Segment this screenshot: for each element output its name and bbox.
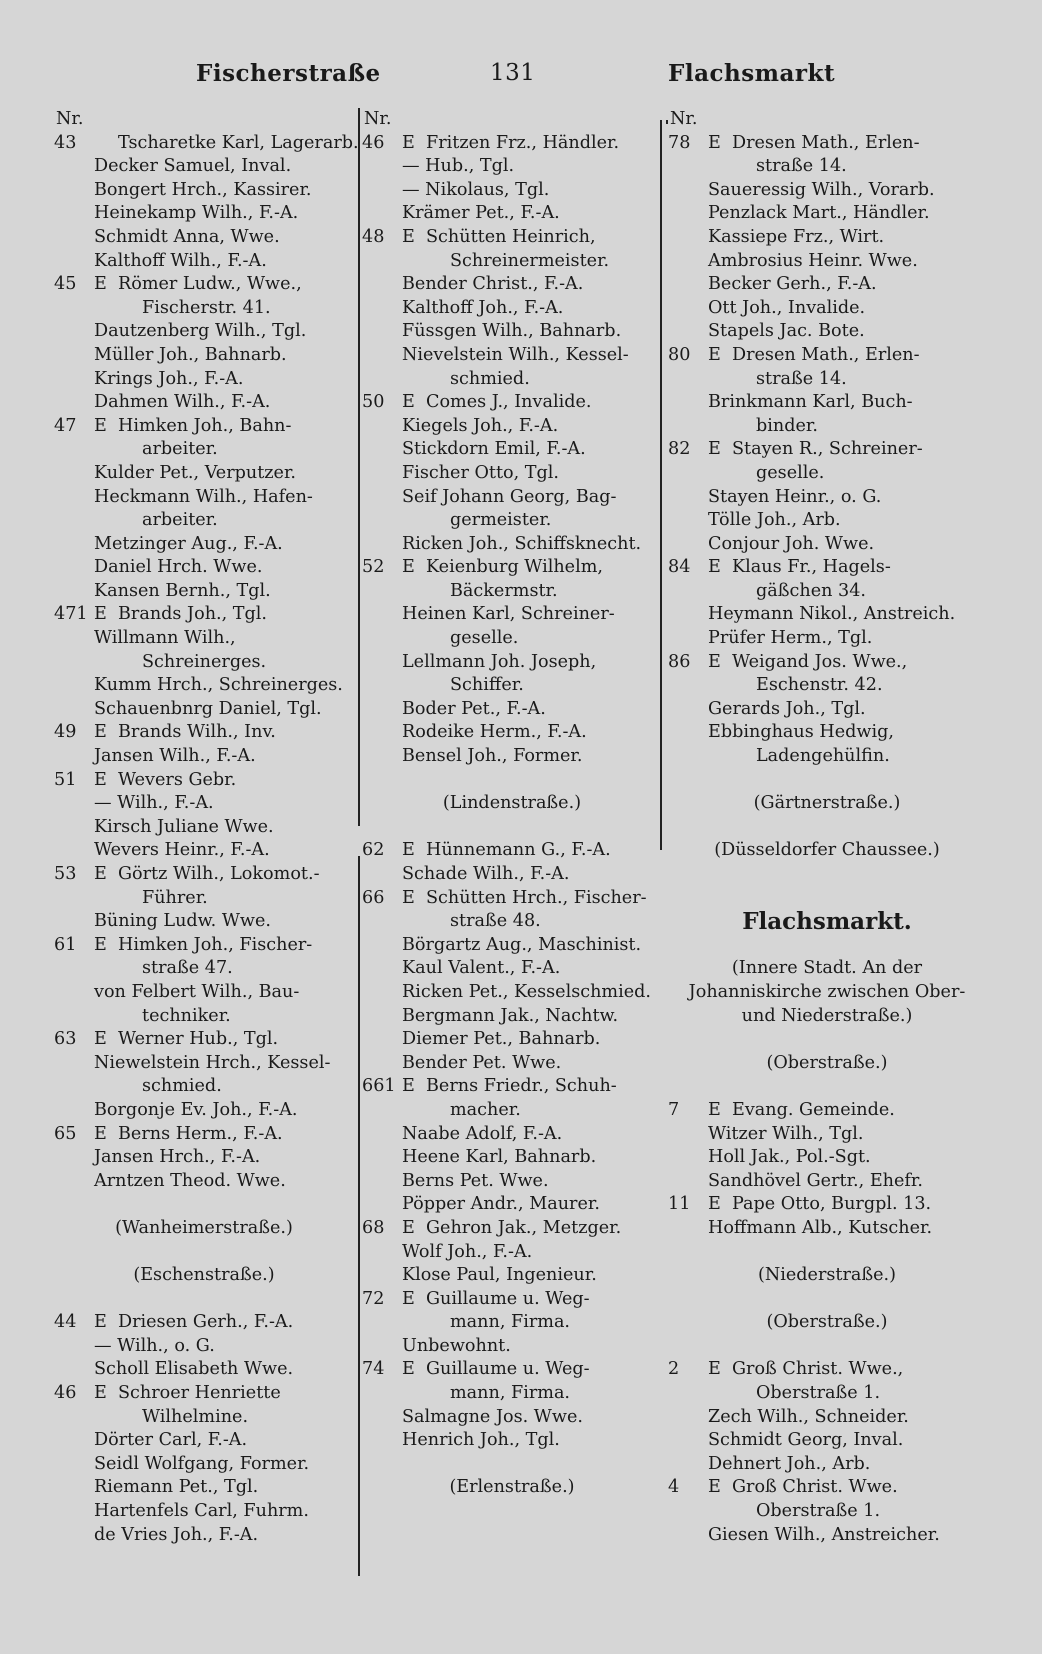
house-number: 11 (668, 1194, 691, 1215)
house-entry (668, 651, 986, 675)
house-entry (362, 391, 662, 415)
continuation-line: straße 14. (756, 368, 847, 389)
resident-name: Holl Jak., Pol.-Sgt. (708, 1147, 871, 1168)
resident-name: Evang. Gemeinde. (732, 1099, 895, 1120)
resident-name: Arntzen Theod. Wwe. (94, 1170, 286, 1191)
owner-marker: E (708, 651, 721, 672)
blank-line (54, 1241, 354, 1265)
resident-name: Penzlack Mart., Händler. (708, 203, 930, 224)
resident-name: Guillaume u. Weg- (426, 1359, 590, 1380)
house-entry (54, 273, 354, 297)
column-middle (362, 108, 662, 1500)
continuation-line: binder. (756, 415, 818, 436)
house-entry (362, 556, 662, 580)
continuation-line: straße 48. (450, 911, 541, 932)
continuation-line: gäßchen 34. (756, 580, 867, 601)
owner-marker: E (94, 604, 107, 625)
resident-name: Kaul Valent., F.-A. (402, 958, 561, 979)
resident-name: Kiegels Joh., F.-A. (402, 415, 559, 436)
owner-marker: E (708, 439, 721, 460)
house-entry (362, 1075, 662, 1099)
resident-name: Ott Joh., Invalide. (708, 297, 866, 318)
resident-name: Hünnemann G., F.-A. (426, 840, 611, 861)
resident-name: Fischer Otto, Tgl. (402, 462, 560, 483)
resident-name: Jansen Hrch., F.-A. (94, 1147, 261, 1168)
resident-name: Berns Pet. Wwe. (402, 1170, 549, 1191)
owner-marker: E (708, 344, 721, 365)
resident-name: Berns Herm., F.-A. (118, 1123, 283, 1144)
continuation-line: Schreinermeister. (450, 250, 610, 271)
continuation-line: Ladengehülfin. (756, 746, 890, 767)
continuation-line: geselle. (756, 462, 825, 483)
owner-marker: E (94, 274, 107, 295)
resident-name: Kalthoff Wilh., F.-A. (94, 250, 267, 271)
cross-street-note: (Oberstraße.) (766, 1052, 888, 1073)
resident-name: Salmagne Jos. Wwe. (402, 1406, 583, 1427)
owner-marker: E (94, 934, 107, 955)
resident-name: Bergmann Jak., Nachtw. (402, 1005, 619, 1026)
house-entry (54, 769, 354, 793)
resident-name: Giesen Wilh., Anstreicher. (708, 1524, 940, 1545)
resident-name: Hoffmann Alb., Kutscher. (708, 1217, 933, 1238)
house-number: 44 (54, 1312, 77, 1333)
continuation-line: germeister. (450, 510, 552, 531)
owner-marker: E (708, 1099, 721, 1120)
resident-name: Metzinger Aug., F.-A. (94, 533, 283, 554)
continuation-line: mann, Firma. (450, 1312, 571, 1333)
blank-line (668, 816, 986, 840)
resident-name: Bensel Joh., Former. (402, 746, 583, 767)
house-entry (54, 1382, 354, 1406)
resident-name: Ricken Pet., Kesselschmied. (402, 981, 652, 1002)
resident-name: Lellmann Joh. Joseph, (402, 651, 597, 672)
owner-marker: E (94, 769, 107, 790)
resident-name: Himken Joh., Fischer- (118, 934, 313, 955)
resident-name: von Felbert Wilh., Bau- (94, 981, 300, 1002)
owner-marker: E (94, 1312, 107, 1333)
blank-line (668, 1335, 986, 1359)
continuation-line: Oberstraße 1. (756, 1501, 881, 1522)
resident-name: Schmidt Georg, Inval. (708, 1430, 904, 1451)
resident-name: Pöpper Andr., Maurer. (402, 1194, 600, 1215)
resident-name: — Nikolaus, Tgl. (402, 179, 550, 200)
resident-name: Heene Karl, Bahnarb. (402, 1147, 597, 1168)
house-number: 86 (668, 651, 691, 672)
resident-name: Kumm Hrch., Schreinerges. (94, 675, 343, 696)
resident-name: Heymann Nikol., Anstreich. (708, 604, 956, 625)
resident-name: Niewelstein Hrch., Kessel- (94, 1052, 331, 1073)
resident-name: Naabe Adolf, F.-A. (402, 1123, 563, 1144)
owner-marker: E (402, 392, 415, 413)
resident-name: Dresen Math., Erlen- (732, 344, 920, 365)
house-number: 7 (668, 1099, 680, 1120)
house-entry (668, 438, 986, 462)
resident-name: Schütten Hrch., Fischer- (426, 887, 647, 908)
owner-marker: E (94, 1383, 107, 1404)
house-number: 48 (362, 226, 385, 247)
house-number: 82 (668, 439, 691, 460)
house-entry (54, 1123, 354, 1147)
owner-marker: E (402, 887, 415, 908)
cross-street-note: Johanniskirche zwischen Ober- (688, 981, 966, 1002)
continuation-line: techniker. (142, 1005, 231, 1026)
house-number: 78 (668, 132, 691, 153)
resident-name: Werner Hub., Tgl. (118, 1029, 279, 1050)
resident-name: Seif Johann Georg, Bag- (402, 486, 617, 507)
resident-name: Groß Christ. Wwe., (732, 1359, 904, 1380)
house-number: 63 (54, 1029, 77, 1050)
blank-line (54, 1193, 354, 1217)
owner-marker: E (94, 415, 107, 436)
house-number: 51 (54, 769, 77, 790)
resident-name: Klose Paul, Ingenieur. (402, 1265, 597, 1286)
resident-name: Groß Christ. Wwe. (732, 1477, 898, 1498)
resident-name: Börgartz Aug., Maschinist. (402, 934, 642, 955)
house-number: 61 (54, 934, 77, 955)
resident-name: Scholl Elisabeth Wwe. (94, 1359, 294, 1380)
column-label: Nr. (670, 109, 698, 129)
resident-name: Guillaume u. Weg- (426, 1288, 590, 1309)
house-number: 68 (362, 1217, 385, 1238)
resident-name: — Hub., Tgl. (402, 156, 515, 177)
resident-name: Weigand Jos. Wwe., (732, 651, 908, 672)
blank-line (668, 863, 986, 887)
resident-name: Daniel Hrch. Wwe. (94, 557, 263, 578)
house-number: 45 (54, 274, 77, 295)
continuation-line: macher. (450, 1099, 521, 1120)
resident-name: Saueressig Wilh., Vorarb. (708, 179, 935, 200)
house-entry (668, 1476, 986, 1500)
resident-name: Büning Ludw. Wwe. (94, 911, 271, 932)
house-entry (362, 132, 662, 156)
resident-name: Sandhövel Gertr., Ehefr. (708, 1170, 923, 1191)
continuation-line: arbeiter. (142, 439, 218, 460)
cross-street-note: (Wanheimerstraße.) (115, 1217, 293, 1238)
resident-name: Krings Joh., F.-A. (94, 368, 244, 389)
cross-street-note: (Eschenstraße.) (133, 1265, 275, 1286)
blank-line (54, 1288, 354, 1312)
resident-name: Bender Pet. Wwe. (402, 1052, 562, 1073)
resident-name: Stayen Heinr., o. G. (708, 486, 882, 507)
resident-name: Kansen Bernh., Tgl. (94, 580, 271, 601)
house-number: 49 (54, 722, 77, 743)
resident-name: Decker Samuel, Inval. (94, 156, 292, 177)
house-entry (54, 603, 354, 627)
resident-name: Kulder Pet., Verputzer. (94, 462, 297, 483)
blank-line (668, 887, 986, 911)
owner-marker: E (708, 1194, 721, 1215)
resident-name: Ambrosius Heinr. Wwe. (708, 250, 918, 271)
owner-marker: E (708, 132, 721, 153)
house-entry (54, 1311, 354, 1335)
resident-name: Dresen Math., Erlen- (732, 132, 920, 153)
page-number: 131 (490, 60, 536, 86)
blank-line (362, 1453, 662, 1477)
resident-name: Wolf Joh., F.-A. (402, 1241, 533, 1262)
continuation-line: mann, Firma. (450, 1383, 571, 1404)
house-number: 62 (362, 840, 385, 861)
resident-name: Prüfer Herm., Tgl. (708, 628, 873, 649)
house-number: 471 (54, 604, 88, 625)
house-entry (362, 839, 662, 863)
resident-name: Füssgen Wilh., Bahnarb. (402, 321, 622, 342)
continuation-line: Schreinerges. (142, 651, 267, 672)
blank-line (668, 934, 986, 958)
cross-street-note: (Lindenstraße.) (442, 793, 582, 814)
cross-street-note: (Erlenstraße.) (449, 1477, 575, 1498)
resident-name: Stickdorn Emil, F.-A. (402, 439, 586, 460)
resident-name: Heinekamp Wilh., F.-A. (94, 203, 299, 224)
resident-name: Borgonje Ev. Joh., F.-A. (94, 1099, 298, 1120)
resident-name: Unbewohnt. (402, 1335, 511, 1356)
resident-name: Himken Joh., Bahn- (118, 415, 292, 436)
house-entry (362, 1288, 662, 1312)
resident-name: de Vries Joh., F.-A. (94, 1524, 259, 1545)
house-number: 2 (668, 1359, 680, 1380)
owner-marker: E (402, 1217, 415, 1238)
resident-name: Bender Christ., F.-A. (402, 274, 584, 295)
house-number: 43 (54, 132, 77, 153)
resident-name: Dörter Carl, F.-A. (94, 1430, 248, 1451)
blank-line (362, 816, 662, 840)
continuation-line: arbeiter. (142, 510, 218, 531)
house-entry (668, 344, 986, 368)
house-entry (668, 556, 986, 580)
resident-name: Bongert Hrch., Kassirer. (94, 179, 312, 200)
running-head-left: Fischerstraße (196, 60, 381, 87)
resident-name: Stapels Jac. Bote. (708, 321, 865, 342)
resident-name: Schauenbnrg Daniel, Tgl. (94, 698, 322, 719)
resident-name: Kalthoff Joh., F.-A. (402, 297, 564, 318)
owner-marker: E (402, 1076, 415, 1097)
continuation-line: Wilhelmine. (142, 1406, 249, 1427)
house-entry (54, 721, 354, 745)
resident-name: Görtz Wilh., Lokomot.- (118, 864, 320, 884)
column-label: Nr. (364, 109, 392, 129)
house-number: 53 (54, 864, 77, 884)
owner-marker: E (708, 1359, 721, 1380)
resident-name: Müller Joh., Bahnarb. (94, 344, 287, 365)
street-heading: Flachsmarkt. (742, 908, 912, 936)
resident-name: Keienburg Wilhelm, (426, 557, 603, 578)
resident-name: Riemann Pet., Tgl. (94, 1477, 259, 1498)
house-entry (668, 1099, 986, 1123)
resident-name: Driesen Gerh., F.-A. (118, 1312, 294, 1333)
house-entry (362, 226, 662, 250)
resident-name: Schroer Henriette (118, 1383, 281, 1404)
column-right (668, 108, 986, 1547)
blank-line (668, 769, 986, 793)
house-number: 4 (668, 1477, 680, 1498)
resident-name: Schade Wilh., F.-A. (402, 864, 570, 884)
resident-name: Heinen Karl, Schreiner- (402, 604, 615, 625)
house-number: 47 (54, 415, 77, 436)
resident-name: Brands Wilh., Inv. (118, 722, 276, 743)
cross-street-note: und Niederstraße.) (741, 1005, 913, 1026)
house-entry (362, 887, 662, 911)
house-number: 84 (668, 557, 691, 578)
resident-name: Kassiepe Frz., Wirt. (708, 226, 885, 247)
owner-marker: E (402, 1359, 415, 1380)
house-entry (668, 1193, 986, 1217)
column-rule (358, 108, 360, 826)
resident-name: Römer Ludw., Wwe., (118, 274, 302, 295)
continuation-line: Oberstraße 1. (756, 1383, 881, 1404)
resident-name: Dehnert Joh., Arb. (708, 1453, 871, 1474)
house-number: 52 (362, 557, 385, 578)
house-number: 65 (54, 1123, 77, 1144)
resident-name: Gehron Jak., Metzger. (426, 1217, 622, 1238)
house-number: 46 (362, 132, 385, 153)
blank-line (362, 769, 662, 793)
resident-name: Tscharetke Karl, Lagerarb. (118, 132, 359, 153)
house-entry (54, 1028, 354, 1052)
continuation-line: straße 14. (756, 156, 847, 177)
continuation-line: Führer. (142, 887, 208, 908)
resident-name: Tölle Joh., Arb. (708, 510, 841, 531)
continuation-line: geselle. (450, 628, 519, 649)
owner-marker: E (402, 840, 415, 861)
resident-name: Pape Otto, Burgpl. 13. (732, 1194, 932, 1215)
house-number: 74 (362, 1359, 385, 1380)
owner-marker: E (708, 1477, 721, 1498)
resident-name: Diemer Pet., Bahnarb. (402, 1029, 601, 1050)
resident-name: Nievelstein Wilh., Kessel- (402, 344, 629, 365)
house-entry (668, 132, 986, 156)
house-number: 72 (362, 1288, 385, 1309)
blank-line (668, 1288, 986, 1312)
cross-street-note: (Düsseldorfer Chaussee.) (714, 840, 940, 861)
column-label: Nr. (56, 109, 84, 129)
owner-marker: E (94, 864, 107, 884)
cross-street-note: (Innere Stadt. An der (731, 958, 923, 979)
house-entry (668, 1358, 986, 1382)
resident-name: Comes J., Invalide. (426, 392, 592, 413)
column-rule (358, 856, 360, 1576)
resident-name: Ricken Joh., Schiffsknecht. (402, 533, 642, 554)
owner-marker: E (402, 226, 415, 247)
house-entry (362, 1217, 662, 1241)
continuation-line: Fischerstr. 41. (142, 297, 271, 318)
continuation-line: Schiffer. (450, 675, 524, 696)
house-number: 661 (362, 1076, 396, 1097)
house-entry (362, 1358, 662, 1382)
resident-name: Schmidt Anna, Wwe. (94, 226, 280, 247)
owner-marker: E (708, 557, 721, 578)
owner-marker: E (94, 1029, 107, 1050)
cross-street-note: (Gärtnerstraße.) (753, 793, 901, 814)
cross-street-note: (Niederstraße.) (757, 1265, 896, 1286)
owner-marker: E (94, 722, 107, 743)
resident-name: Wevers Gebr. (118, 769, 237, 790)
house-number: 66 (362, 887, 385, 908)
continuation-line: straße 47. (142, 958, 233, 979)
resident-name: Fritzen Frz., Händler. (426, 132, 620, 153)
house-entry (54, 415, 354, 439)
resident-name: Ebbinghaus Hedwig, (708, 722, 894, 743)
resident-name: — Wilh., o. G. (94, 1335, 215, 1356)
house-number: 80 (668, 344, 691, 365)
continuation-line: Eschenstr. 42. (756, 675, 883, 696)
resident-name: Jansen Wilh., F.-A. (94, 746, 256, 767)
resident-name: Zech Wilh., Schneider. (708, 1406, 909, 1427)
resident-name: Wevers Heinr., F.-A. (94, 840, 270, 861)
resident-name: — Wilh., F.-A. (94, 793, 214, 814)
house-entry (54, 934, 354, 958)
resident-name: Witzer Wilh., Tgl. (708, 1123, 864, 1144)
resident-name: Henrich Joh., Tgl. (402, 1430, 560, 1451)
blank-line (668, 1075, 986, 1099)
cross-street-note: (Oberstraße.) (766, 1312, 888, 1333)
resident-name: Gerards Joh., Tgl. (708, 698, 866, 719)
resident-name: Dautzenberg Wilh., Tgl. (94, 321, 307, 342)
house-number: 50 (362, 392, 385, 413)
column-left (54, 108, 359, 1547)
blank-line (668, 1028, 986, 1052)
resident-name: Brands Joh., Tgl. (118, 604, 268, 625)
continuation-line: schmied. (450, 368, 530, 389)
resident-name: Heckmann Wilh., Hafen- (94, 486, 313, 507)
resident-name: Seidl Wolfgang, Former. (94, 1453, 310, 1474)
resident-name: Brinkmann Karl, Buch- (708, 392, 913, 413)
resident-name: Berns Friedr., Schuh- (426, 1076, 617, 1097)
resident-name: Boder Pet., F.-A. (402, 698, 546, 719)
continuation-line: schmied. (142, 1076, 222, 1097)
resident-name: Klaus Fr., Hagels- (732, 557, 891, 578)
owner-marker: E (94, 1123, 107, 1144)
owner-marker: E (402, 1288, 415, 1309)
resident-name: Becker Gerh., F.-A. (708, 274, 877, 295)
owner-marker: E (402, 557, 415, 578)
house-entry (54, 132, 359, 156)
resident-name: Dahmen Wilh., F.-A. (94, 392, 271, 413)
resident-name: Stayen R., Schreiner- (732, 439, 923, 460)
resident-name: Krämer Pet., F.-A. (402, 203, 560, 224)
resident-name: Kirsch Juliane Wwe. (94, 816, 274, 837)
blank-line (668, 1241, 986, 1265)
continuation-line: Bäckermstr. (450, 580, 558, 601)
resident-name: Willmann Wilh., (94, 628, 236, 649)
running-head-right: Flachsmarkt (668, 60, 836, 87)
resident-name: Rodeike Herm., F.-A. (402, 722, 587, 743)
resident-name: Schütten Heinrich, (426, 226, 596, 247)
resident-name: Conjour Joh. Wwe. (708, 533, 875, 554)
resident-name: Hartenfels Carl, Fuhrm. (94, 1501, 309, 1522)
house-number: 46 (54, 1383, 77, 1404)
house-entry (54, 863, 354, 887)
owner-marker: E (402, 132, 415, 153)
